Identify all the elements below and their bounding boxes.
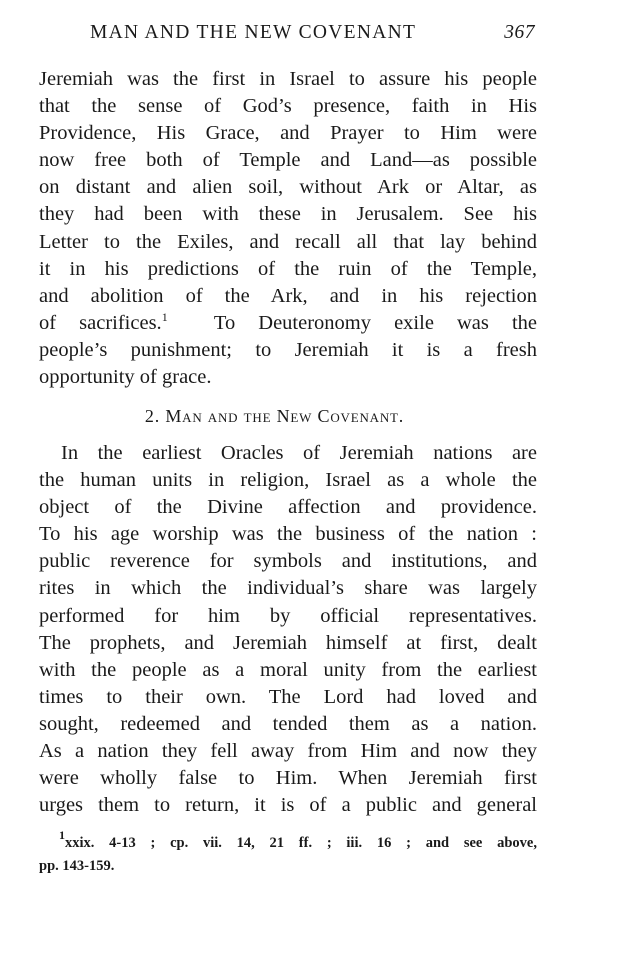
text-line: In the earliest Oracles of Jeremiah nations are (61, 442, 537, 464)
paragraph-2 (39, 440, 537, 819)
text-line: it in his predictions of the ruin of the Temple, (39, 257, 537, 280)
text-line: public reverence for symbols and institutions, and (39, 550, 537, 573)
text-line: Jeremiah was the first in Israel to assure his people (39, 68, 537, 90)
text-line: with the people as a moral unity from the earliest (39, 658, 537, 681)
footnote-marker: 1 (161, 309, 168, 324)
paragraph-1 (39, 66, 537, 391)
text-line-with-footnote (39, 310, 537, 337)
section-heading-text: 2. Man and the New Covenant. (144, 406, 405, 426)
text-fragment: of sacrifices. (39, 311, 162, 334)
footnote (39, 828, 537, 878)
text-line: that the sense of God’s presence, faith in His (39, 95, 537, 118)
text-line: opportunity of grace. (39, 366, 212, 389)
footnote-line (39, 828, 537, 855)
text-line: urges them to return, it is of a public and general (39, 794, 537, 817)
text-line: they had been with these in Jerusalem. See his (39, 203, 537, 226)
running-title: MAN AND THE NEW COVENANT (90, 22, 417, 43)
text-line: on distant and alien soil, without Ark or Altar, as (39, 176, 537, 199)
text-line: and abolition of the Ark, and in his rejection (39, 284, 537, 307)
running-header (0, 22, 617, 50)
text-line: people’s punishment; to Jeremiah it is a fresh (39, 338, 537, 361)
section-heading (0, 406, 617, 427)
text-line: times to their own. The Lord had loved and (39, 685, 537, 708)
text-line: now free both of Temple and Land—as possible (39, 149, 537, 172)
text-line: As a nation they fell away from Him and now they (39, 740, 537, 763)
text-line: rites in which the individual’s share was largely (39, 577, 537, 600)
text-line: the human units in religion, Israel as a whole the (39, 469, 537, 492)
text-line: To his age worship was the business of the nation : (39, 523, 537, 546)
text-line: sought, redeemed and tended them as a nation. (39, 712, 537, 735)
footnote-line: pp. 143-159. (39, 858, 115, 874)
text-line: were wholly false to Him. When Jeremiah first (39, 767, 537, 790)
text-fragment: To Deuteronomy exile was the (213, 311, 538, 334)
text-line: performed for him by official representatives. (39, 604, 537, 627)
text-line: Providence, His Grace, and Prayer to Him were (39, 122, 537, 145)
text-line: The prophets, and Jeremiah himself at first, dealt (39, 631, 537, 654)
text-line: object of the Divine affection and providence. (39, 496, 537, 519)
footnote-marker: 1 (59, 828, 65, 842)
page-number: 367 (504, 22, 535, 43)
text-line: Letter to the Exiles, and recall all that lay behind (39, 230, 537, 253)
footnote-text: xxix. 4-13 ; cp. vii. 14, 21 ff. ; iii. 16 ; and see above, (65, 835, 537, 851)
